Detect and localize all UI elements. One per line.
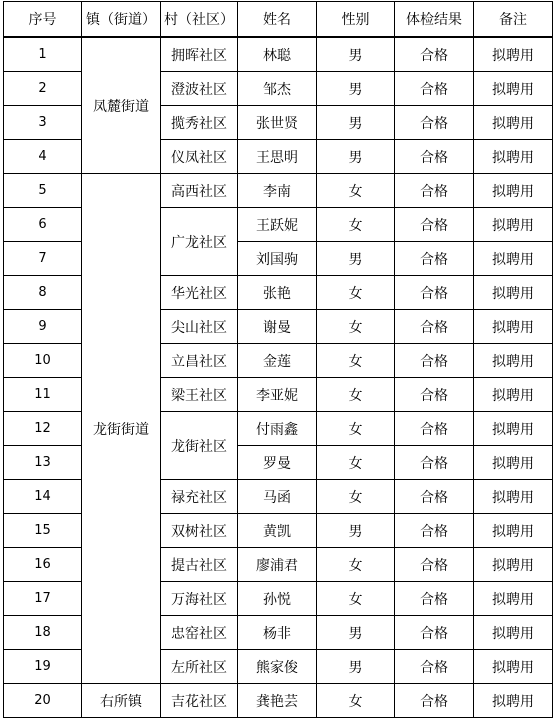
result-cell: 合格 — [395, 106, 474, 140]
seq-cell: 2 — [4, 72, 82, 106]
village-cell: 禄充社区 — [161, 480, 238, 514]
name-cell: 王思明 — [238, 140, 317, 174]
name-cell: 熊家俊 — [238, 650, 317, 684]
village-cell: 万海社区 — [161, 582, 238, 616]
result-cell: 合格 — [395, 480, 474, 514]
gender-cell: 女 — [317, 582, 395, 616]
header-row — [4, 2, 553, 38]
village-cell: 立昌社区 — [161, 344, 238, 378]
gender-cell: 女 — [317, 412, 395, 446]
gender-cell: 女 — [317, 310, 395, 344]
result-cell: 合格 — [395, 378, 474, 412]
remark-cell: 拟聘用 — [474, 684, 553, 718]
gender-cell: 女 — [317, 378, 395, 412]
name-cell: 刘国驹 — [238, 242, 317, 276]
village-cell: 揽秀社区 — [161, 106, 238, 140]
result-cell: 合格 — [395, 548, 474, 582]
name-cell: 罗曼 — [238, 446, 317, 480]
seq-cell: 10 — [4, 344, 82, 378]
village-cell: 双树社区 — [161, 514, 238, 548]
gender-cell: 女 — [317, 208, 395, 242]
village-cell: 左所社区 — [161, 650, 238, 684]
seq-cell: 4 — [4, 140, 82, 174]
village-cell: 澄波社区 — [161, 72, 238, 106]
header-seq: 序号 — [4, 2, 82, 38]
gender-cell: 女 — [317, 276, 395, 310]
remark-cell: 拟聘用 — [474, 174, 553, 208]
remark-cell: 拟聘用 — [474, 412, 553, 446]
result-cell: 合格 — [395, 174, 474, 208]
seq-cell: 15 — [4, 514, 82, 548]
gender-cell: 女 — [317, 480, 395, 514]
remark-cell: 拟聘用 — [474, 650, 553, 684]
town-cell: 右所镇 — [82, 684, 161, 718]
seq-cell: 11 — [4, 378, 82, 412]
village-cell: 提古社区 — [161, 548, 238, 582]
name-cell: 龚艳芸 — [238, 684, 317, 718]
seq-cell: 7 — [4, 242, 82, 276]
remark-cell: 拟聘用 — [474, 548, 553, 582]
seq-cell: 20 — [4, 684, 82, 718]
seq-cell: 16 — [4, 548, 82, 582]
name-cell: 黄凯 — [238, 514, 317, 548]
town-cell: 凤麓街道 — [82, 37, 161, 174]
result-cell: 合格 — [395, 412, 474, 446]
header-remark: 备注 — [474, 2, 553, 38]
result-cell: 合格 — [395, 650, 474, 684]
result-cell: 合格 — [395, 344, 474, 378]
header-town: 镇（街道） — [82, 2, 161, 38]
remark-cell: 拟聘用 — [474, 582, 553, 616]
seq-cell: 14 — [4, 480, 82, 514]
name-cell: 付雨鑫 — [238, 412, 317, 446]
gender-cell: 男 — [317, 514, 395, 548]
gender-cell: 男 — [317, 140, 395, 174]
results-table — [3, 1, 553, 718]
header-gender: 性别 — [317, 2, 395, 38]
seq-cell: 6 — [4, 208, 82, 242]
result-cell: 合格 — [395, 72, 474, 106]
gender-cell: 女 — [317, 344, 395, 378]
village-cell: 吉花社区 — [161, 684, 238, 718]
seq-cell: 19 — [4, 650, 82, 684]
remark-cell: 拟聘用 — [474, 446, 553, 480]
table-row — [4, 174, 553, 208]
result-cell: 合格 — [395, 276, 474, 310]
gender-cell: 男 — [317, 106, 395, 140]
name-cell: 邹杰 — [238, 72, 317, 106]
village-cell: 拥晖社区 — [161, 37, 238, 72]
result-cell: 合格 — [395, 310, 474, 344]
name-cell: 谢曼 — [238, 310, 317, 344]
seq-cell: 1 — [4, 37, 82, 72]
name-cell: 林聪 — [238, 37, 317, 72]
seq-cell: 3 — [4, 106, 82, 140]
result-cell: 合格 — [395, 514, 474, 548]
village-cell: 梁王社区 — [161, 378, 238, 412]
gender-cell: 男 — [317, 242, 395, 276]
name-cell: 孙悦 — [238, 582, 317, 616]
table-row — [4, 37, 553, 72]
remark-cell: 拟聘用 — [474, 106, 553, 140]
seq-cell: 13 — [4, 446, 82, 480]
header-village: 村（社区） — [161, 2, 238, 38]
remark-cell: 拟聘用 — [474, 276, 553, 310]
name-cell: 张世贤 — [238, 106, 317, 140]
result-cell: 合格 — [395, 684, 474, 718]
gender-cell: 女 — [317, 548, 395, 582]
seq-cell: 9 — [4, 310, 82, 344]
gender-cell: 男 — [317, 72, 395, 106]
remark-cell: 拟聘用 — [474, 616, 553, 650]
remark-cell: 拟聘用 — [474, 242, 553, 276]
remark-cell: 拟聘用 — [474, 344, 553, 378]
result-cell: 合格 — [395, 582, 474, 616]
seq-cell: 17 — [4, 582, 82, 616]
village-cell: 华光社区 — [161, 276, 238, 310]
gender-cell: 女 — [317, 174, 395, 208]
village-cell: 龙街社区 — [161, 412, 238, 480]
gender-cell: 女 — [317, 446, 395, 480]
table-row — [4, 684, 553, 718]
name-cell: 杨非 — [238, 616, 317, 650]
gender-cell: 女 — [317, 684, 395, 718]
village-cell: 尖山社区 — [161, 310, 238, 344]
seq-cell: 12 — [4, 412, 82, 446]
remark-cell: 拟聘用 — [474, 37, 553, 72]
name-cell: 金莲 — [238, 344, 317, 378]
results-sheet — [3, 1, 553, 718]
name-cell: 李亚妮 — [238, 378, 317, 412]
remark-cell: 拟聘用 — [474, 378, 553, 412]
village-cell: 忠窑社区 — [161, 616, 238, 650]
result-cell: 合格 — [395, 616, 474, 650]
village-cell: 广龙社区 — [161, 208, 238, 276]
result-cell: 合格 — [395, 446, 474, 480]
result-cell: 合格 — [395, 37, 474, 72]
seq-cell: 5 — [4, 174, 82, 208]
result-cell: 合格 — [395, 242, 474, 276]
remark-cell: 拟聘用 — [474, 208, 553, 242]
village-cell: 仪凤社区 — [161, 140, 238, 174]
header-name: 姓名 — [238, 2, 317, 38]
town-cell: 龙街街道 — [82, 174, 161, 684]
remark-cell: 拟聘用 — [474, 514, 553, 548]
name-cell: 张艳 — [238, 276, 317, 310]
name-cell: 李南 — [238, 174, 317, 208]
gender-cell: 男 — [317, 616, 395, 650]
gender-cell: 男 — [317, 650, 395, 684]
header-result: 体检结果 — [395, 2, 474, 38]
seq-cell: 8 — [4, 276, 82, 310]
remark-cell: 拟聘用 — [474, 140, 553, 174]
name-cell: 廖浦君 — [238, 548, 317, 582]
result-cell: 合格 — [395, 140, 474, 174]
seq-cell: 18 — [4, 616, 82, 650]
gender-cell: 男 — [317, 37, 395, 72]
remark-cell: 拟聘用 — [474, 72, 553, 106]
name-cell: 王跃妮 — [238, 208, 317, 242]
village-cell: 高西社区 — [161, 174, 238, 208]
remark-cell: 拟聘用 — [474, 480, 553, 514]
remark-cell: 拟聘用 — [474, 310, 553, 344]
name-cell: 马函 — [238, 480, 317, 514]
result-cell: 合格 — [395, 208, 474, 242]
